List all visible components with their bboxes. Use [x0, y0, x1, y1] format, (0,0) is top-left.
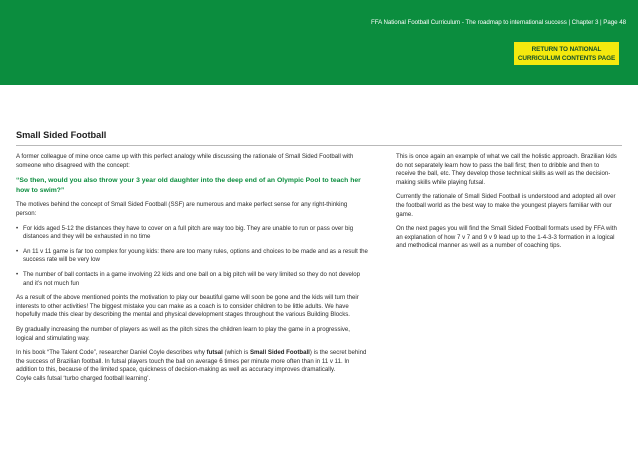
- title-divider: [16, 145, 622, 146]
- list-item: • For kids aged 5-12 the distances they have to cover on a full pitch are way too big. They are unable to run or pass over big distances and they will be exhausted in no time: [16, 225, 368, 242]
- futsal-term: futsal: [206, 349, 223, 357]
- left-column: [16, 153, 368, 389]
- gradual-paragraph: By gradually increasing the number of players as well as the pitch sizes the children learn to play the game in a progressive, logical and stimulating way.: [16, 325, 350, 342]
- rationale-paragraph: Currently the rationale of Small Sided Football is understood and adopted all over the football world as the best way to make the youngest players familiar with our game.: [396, 193, 616, 218]
- motives-list: [16, 225, 368, 289]
- return-button-line-1: RETURN TO NATIONAL: [531, 45, 602, 53]
- list-item: • The number of ball contacts in a game involving 22 kids and one ball on a big pitch will be very limited so they do not develop and it’s not much fun: [16, 271, 368, 288]
- return-to-contents-button[interactable]: [514, 42, 619, 65]
- return-button-line-2: CURRICULUM CONTENTS PAGE: [517, 54, 616, 62]
- coyle-paragraph: [16, 349, 368, 375]
- list-item: • An 11 v 11 game is far too complex for young kids: there are too many rules, options and choices to be made and as a result the success rate will be very low: [16, 248, 368, 265]
- header-bar: [0, 0, 638, 85]
- ssf-term: Small Sided Football: [249, 349, 310, 357]
- holistic-paragraph: This is once again an example of what we call the holistic approach. Brazilian kids do not separately learn how to pass the ball first; then to dribble and then to receive the ball, etc. They develop those technical skills as well as the decision-making skills while playing futsal.: [396, 153, 617, 186]
- intro-paragraph: A former colleague of mine once came up with this perfect analogy while discussing the rationale of Small Sided Football with someone who disagreed with the concept:: [16, 153, 354, 169]
- motives-paragraph: The motives behind the concept of Small Sided Football (SSF) are numerous and make perfect sense for any right-thinking person:: [16, 201, 348, 217]
- coyle-text-3: ) is the secret behind the success of Brazilian football. In futsal players touch the ball on average 6 times per minute more often than in 11 v 11. In addition to this, because of the limited space, quickness of decision-making as well as accuracy improves dramatically.: [16, 349, 367, 374]
- coyle-text-2: (which is: [222, 349, 250, 357]
- next-pages-paragraph: On the next pages you will find the Small Sided Football formats used by FFA with an explanation of how 7 v 7 and 9 v 9 lead up to the 1-4-3-3 formation in a logical and methodical manner as well as a number of coaching tips.: [396, 225, 617, 250]
- running-header: FFA National Football Curriculum - The roadmap to international success | Chapter 3 | Page 48: [370, 19, 626, 26]
- section-title: Small Sided Football: [16, 130, 107, 140]
- right-column: [396, 153, 620, 257]
- result-paragraph: As a result of the above mentioned points the motivation to play our beautiful game will soon be gone and the kids will turn their interests to other activities! The biggest mistake you can make as a coach is to consider children to be little adults. We have hopefully made this clear by describing the mental and physical development stages throughout the various Building Blocks.: [16, 294, 359, 319]
- coyle-text-1: In his book “The Talent Code”, researcher Daniel Coyle describes why: [16, 349, 207, 357]
- pull-quote: “So then, would you also throw your 3 year old daughter into the deep end of an Olympic Pool to teach her how to swim?”: [16, 177, 361, 194]
- coyle-quote-line: Coyle calls futsal ‘turbo charged football learning’.: [16, 374, 151, 382]
